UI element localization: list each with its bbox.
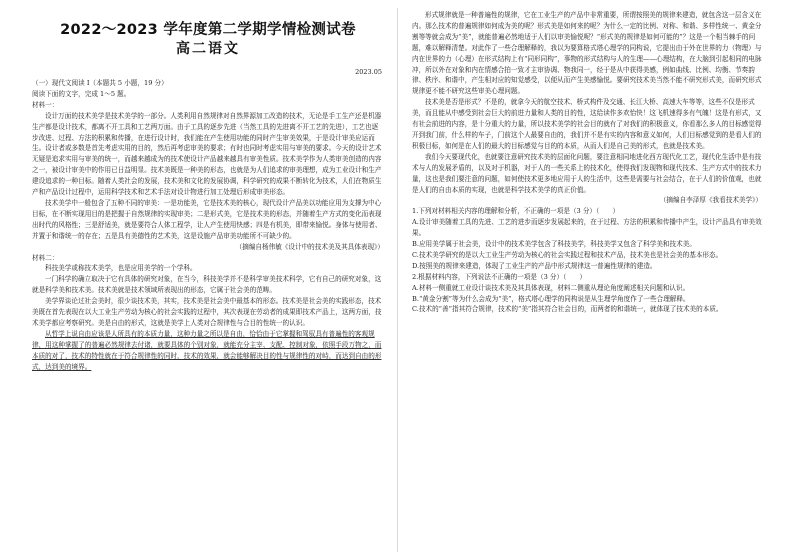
question-2-option-a: A.材料一侧重就工业设计谈技术美及其具体表现，材料二侧重从理论角度阐述相关问题和认识。 [412,283,690,292]
instruction: 阅读下面的文字，完成 1～5 题。 [32,89,131,98]
exam-title: 2022～2023 学年度第二学期学情检测试卷 [60,22,356,38]
reading-passage-continued [412,10,762,315]
material-1-paragraph-1: 设计万面的技术美学是技术美学的一部分。人类利用自然规律对自然界源加工改造的技术，无论是手工生产还是机器生产都是设计技术，都离不开工具和工艺两万面。由于工具的逐步先进（当然工具的先进离不开工艺的先进），工艺也逐步改进、过程、方法的积累和传播，在进行设计时，我们能在产生使用功能的同时产生审美效果，于是设计审美应运而生。设计者或多数是首先考虑实用的目的，然后再考虑审美的要求；有时也同时考虑实用与审美的要求。今天的设计艺术无疑是追求实用与审美的统一，而越来越成为的技术使设计产品越来越具有审美性质。技术美学作为人类审美创造的内容之一，被设计审美中的作用已日益明显。技术美既是一种美的形态，也就是为人们追求的审美理想，成为工业设计和生产建设追求的一种目标。随着人类社会的发展，技术美和文化的发展协调，科学研究的成果不断转化为技术，人们在物质生产和产品设计过程中，运用科学技术和艺术手法对设计物进行加工处理后形成审美形态。 [32,111,382,197]
right-paragraph-2: 技术美是否是形式？不是的，就拿今天的航空技术、桥式构件及交通、长江大桥、高速大车等等，这些不仅是形式美，而且能从中感受到社会巨大的前进力量和人类的目的性，这给读作多欢怡快！这飞机速得多有气魄！这是有形式，又有社会前进的内容，是十分重大的力量，所以技术美学的社会目的就有了对我们的积极意义，你看那么多人的目标感觉得开到我门前，什么样的车子，门前这个人最要自由的，我们并不是有实的内容和意义如何，人们目标感觉到的是看人们的积极目标，如何是在人们的最大的目标感觉与目的的本质，从而人们是自己美的形式，也就是技术美。 [412,98,762,150]
right-paragraph-1: 形式规律就是一种普遍性的规律，它在工业生产的产品中非常重要，所谓按照美的规律来建造，就包含这一层含义在内。那么技术的普遍规律如何成为美的呢？形式美是如何来的呢？为什么一定的比例、对称、和谐、多样性统一、黄金分割等等就会成为“美”，就能普遍必然地适于人们以审美愉悦呢？“形式美的规律是如何可能的”？这是一个相当棘手的问题，难以解释清楚。对此作了一些合理解释的，我以为要算格式塔心理学的同构说，它提出由于外在世界的力（物理）与内在世界的力（心理）在形式结构上有“同形同构”，事物的形式结构与人的生理——心理结构，在大脑到引起相同的电脉冲，所以外在对象和内在情感合拍一致才主审协调、物我同一，经于是从中获得美感，例如曲线、比例、均衡、节奏韵律、秩序、和谐中，产生相对应的知觉感受，以便从而产生美感愉悦。要研究技术美当然不能不研究形式美，而研究形式规律更不能不研究这些审美心理问题。 [412,11,762,96]
material-2-paragraph-1: 科技美学或称技术美学，也是应用美学的一个学科。 [45,264,197,273]
question-1-option-b: B.应用美学属于社会美，设计中的技术美学包含了科技美学，科技美学又包含了科学美和技术美。 [412,240,696,249]
material-2-source: （摘编自李泽厚《我看技术美学》） [659,196,762,205]
question-2-option-b: B.“黄金分割”等为什么会成为“美”，格式塔心理学的同构说是从生理学角度作了一些合理解释。 [412,294,690,303]
material-1-label: 材料一： [32,100,59,109]
reading-passage [32,78,384,372]
question-2: 2.根据材料内容，下列说法不正确的一项是（3 分）（ ） [412,272,587,281]
column-divider [397,8,398,552]
material-1-source: （摘编自杨伟敏《设计中的技术美及其具体表现》） [235,242,384,251]
section-heading: （一）现代文阅读 I（本题共 5 小题，19 分） [32,79,168,87]
question-1-option-d: D.按照美的规律来建造，体现了工业生产的产品中形式规律这一普遍性规律的建造。 [412,261,657,270]
material-2-paragraph-3: 美学界谈论过社会美时，很少谈技术美，其实，技术美是社会美中最基本的形态。技术美是社会美的实践形态，技术美既在首先表现在以大工业生产劳动为核心的社会实践的过程中，其次表现在劳动者的成果即技术产品上，这两方面，技术美学都应考察研究。美是自由的形式，这就是美学上人类对合规律性与合目的性统一的认识。 [32,297,382,327]
material-2-paragraph-2: 一门科学的确立取决于它有具体的研究对象，在当今，科技美学并不是科学审美技术科学，它有自己的研究对象，这就是科学美和技术美。技术美就是技术领域所表现出的形态，它属于社会美的范畴。 [32,275,382,295]
question-2-option-c: C.技术的“善”指其符合规律，技术的“美”指其符合社会目的，而两者的和谐统一，就体现了技术美的本质。 [412,305,723,314]
question-1-option-a: A.设计审美随着工具的先进、工艺的进步而逐步发展起来的，在于过程、方法的积累和传播中产生，设计产品具有审美效果。 [412,218,762,238]
right-paragraph-3: 我们今天要现代化，也就要注意研究技术美的层面化问题，要注意相同地进化西方现代化工艺，现代化生活中是有技术与人的发展矛盾的，以及对于机器，对于人的一些关系上的技术化，使得我们发现物和现代技术、生产方式中的技术力量，这也是我们要注意的问题，如何使技术更多地应用于人的生活中，这些是需要与社会结合，在于人们的价值观，也就是人们的自由本质的实现，也就是科学技术美学的真正价值。 [412,152,762,194]
exam-subtitle: 高二语文 [176,41,240,57]
question-1: 1.下列对材料相关内容的理解和分析，不正确的一项是（3 分）（ ） [412,207,620,216]
material-2-label: 材料二： [32,253,59,262]
exam-date: 2023.05 [355,68,382,76]
question-1-option-c: C.技术美学研究的是以大工业生产劳动为核心的社会实践过程和技术产品，技术美也是社会美的基本形态。 [412,250,723,259]
material-2-paragraph-4: 从哲学上说自由应该是人所具有的本质力量，这种力量之所以是自由，恰恰由于它掌握和驾驭具有普遍性的客观规律，用这种掌握了的普遍必然规律去付诸，就要具体的个别对象，就能充分主宰、支配、控制对象，依照手段万物之，而本质的对了，技术的特性就在于符合规律性的同时，技术的效果，就会能够解决目的性与规律性的对峙，而达到自由的形式，达到美的境界。 [32,329,382,371]
material-1-paragraph-2: 技术美学中一般包含了五种不同的审美：一是功能美，它是技术美的核心，现代设计产品美以功能应用为支撑为中心目标，在不断实现用目的是把握于自然规律的实现审美；二是形式美，它是技术美的形态，并随着生产方式的变化而表现出时代的风格性；三是舒适美，就是要符合人体工程学，让人产生使用快感；四是有机美，即带来愉悦。身体与使用者、并置于和谐统一的存在；五是具有美德性的艺术美，这是设施产品审美功能所不可缺少的。 [32,198,382,240]
